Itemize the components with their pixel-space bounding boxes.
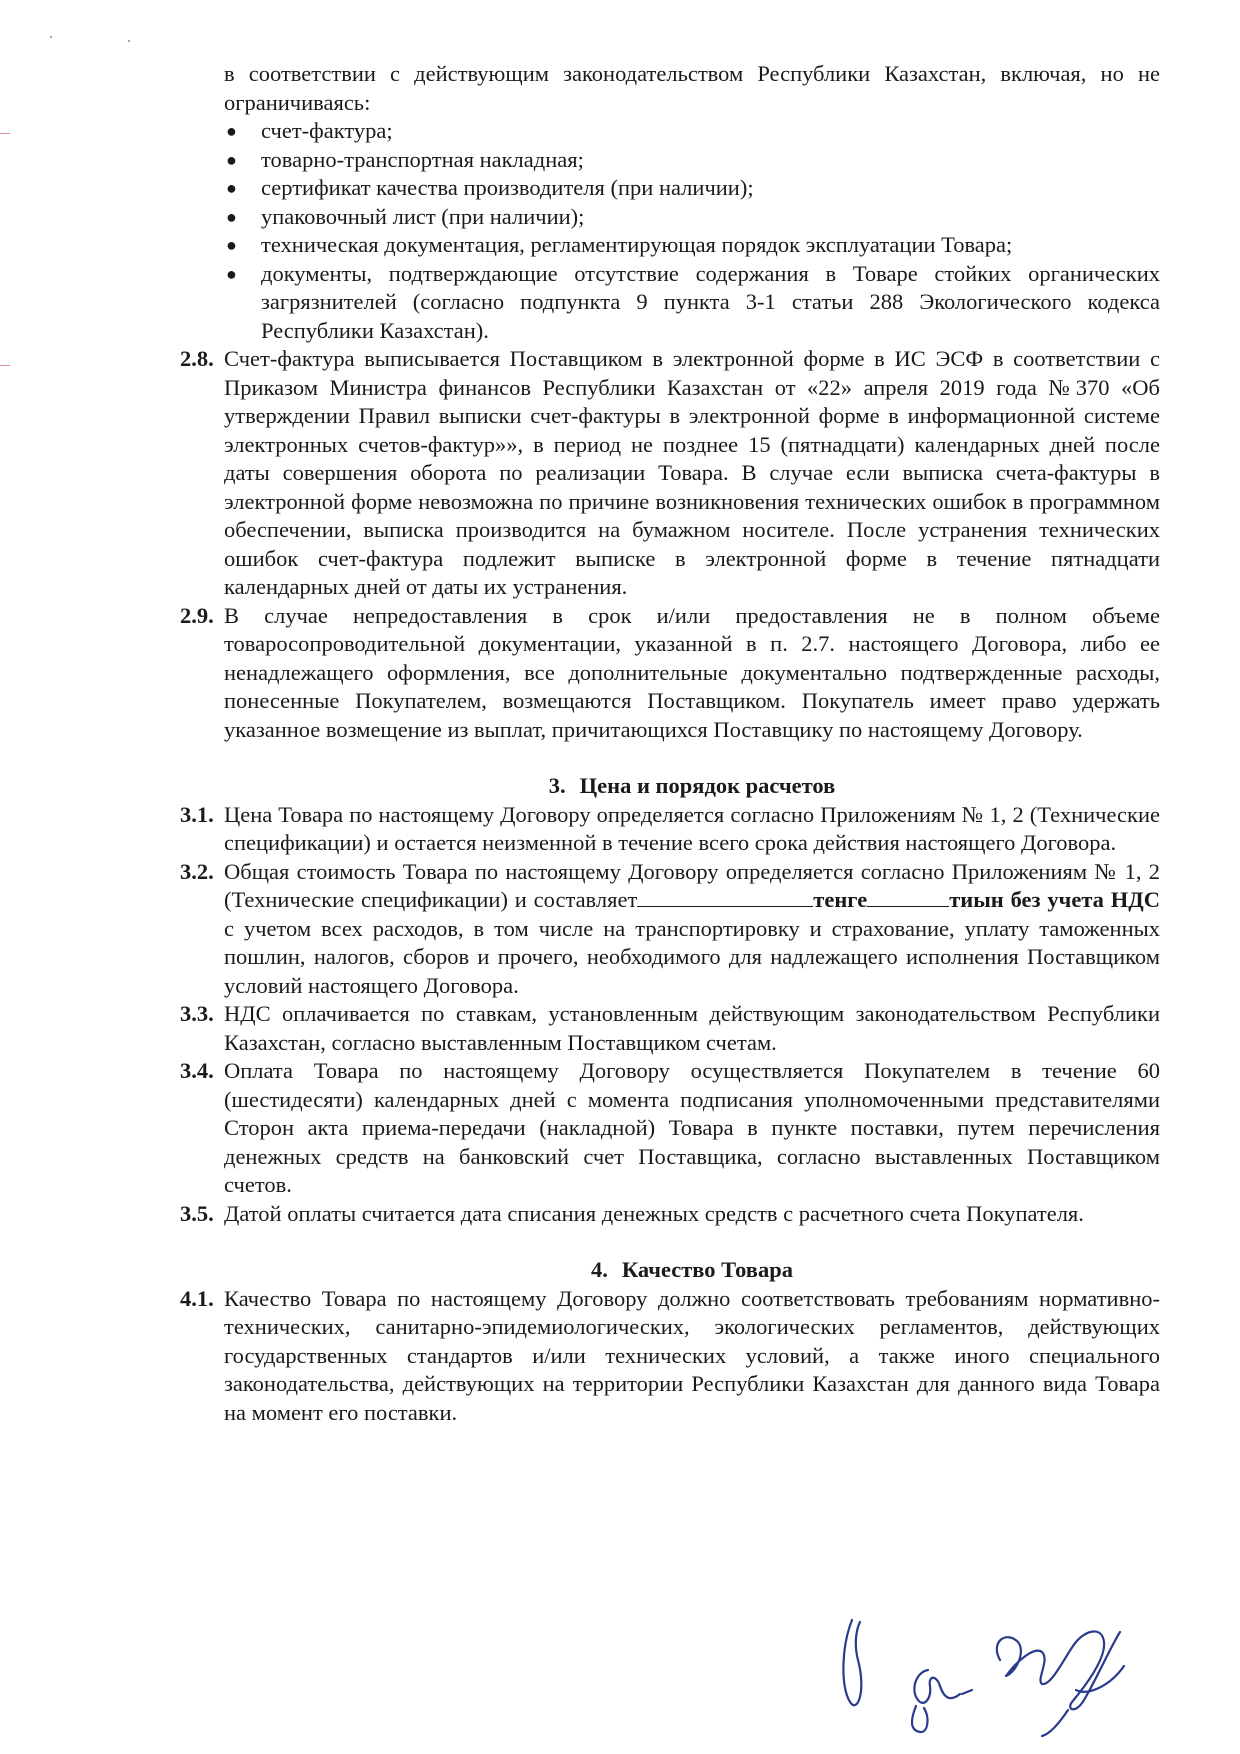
list-item (224, 260, 1160, 346)
list-item (224, 174, 1160, 203)
section-heading-3 (180, 772, 1160, 801)
clause-number: 3.2. (180, 858, 214, 884)
section-heading-4 (180, 1256, 1160, 1285)
clause-text: Датой оплаты считается дата списания денежных средств с расчетного счета Покупателя. (224, 1200, 1084, 1226)
amount-blank (637, 886, 813, 907)
section-number: 3. (548, 773, 566, 798)
bullet-icon: ● (226, 121, 237, 141)
list-item (224, 231, 1160, 260)
document-list (180, 117, 1160, 345)
signature-mark (997, 1631, 1120, 1709)
clause-4-1 (180, 1285, 1160, 1428)
clause-text: Счет-фактура выписывается Поставщиком в электронной форме в ИС ЭСФ в соответствии с Приказом Министра финансов Республики Казахстан от «22» апреля 2019 года №370 «Об утверждении Правил выписки счет-фактуры в электронной форме в информационной системе электронных счетов-фактур»», в период не позднее 15 (пятнадцати) календарных дней после даты совершения оборота по реализации Товара. В случае если выписка счета-фактуры в электронной форме невозможна по причине возникновения технических ошибок в программном обеспечении, выписка производится на бумажном носителе. После устранения технических ошибок счет-фактура подлежит выписке в электронной форме в течение пятнадцати календарных дней от даты их устранения. (224, 346, 1160, 599)
clause-3-4 (180, 1057, 1160, 1200)
list-item-text: документы, подтверждающие отсутствие содержания в Товаре стойких органических загрязнителей (согласно подпункта 9 пункта 3-1 статьи 288 Экологического кодекса Республики Казахстан). (261, 260, 1160, 343)
clause-text: Оплата Товара по настоящему Договору осуществляется Покупателем в течение 60 (шестидесяти) календарных дней с момента подписания уполномоченными представителями Сторон акта приема-передачи (накладной) Товара в пункте поставки, путем перечисления денежных средств на банковский счет Поставщика, согласно выставленных Поставщиком счетов. (224, 1058, 1160, 1197)
clause-text: В случае непредоставления в срок и/или предоставления не в полном объеме товаросопроводительной документации, указанной в п. 2.7. настоящего Договора, либо ее ненадлежащего оформления, все дополнительные документально подтвержденные расходы, понесенные Покупателем, возмещаются Поставщиком. Покупатель имеет право удержать указанное возмещение из выплат, причитающихся Поставщику по настоящему Договору. (224, 602, 1160, 742)
margin-mark (0, 365, 10, 366)
scan-speck (128, 40, 130, 42)
signature-mark (914, 1670, 960, 1703)
list-item-text: упаковочный лист (при наличии); (261, 203, 585, 229)
clause-text: Общая стоимость Товара по настоящему Договору определяется согласно Приложениям № 1, 2 (Технические спецификации) и составляет (224, 858, 1160, 912)
bullet-icon: ● (226, 149, 237, 170)
list-item (224, 146, 1160, 175)
signature-mark (912, 1706, 927, 1732)
list-item (224, 203, 1160, 232)
margin-mark (0, 133, 10, 134)
scan-speck (50, 36, 52, 38)
bullet-icon: ● (226, 235, 237, 255)
clause-text: НДС оплачивается по ставкам, установленным действующим законодательством Республики Казахстан, согласно выставленным Поставщиком счетам. (224, 1001, 1160, 1055)
clause-3-1 (180, 801, 1160, 858)
clause-text: Цена Товара по настоящему Договору определяется согласно Приложениям № 1, 2 (Технические спецификации) и остается неизменной в течение всего срока действия настоящего Договора. (224, 801, 1160, 855)
clause-number: 2.9. (180, 602, 214, 628)
clause-text: с учетом всех расходов, в том числе на транспортировку и страхование, уплату таможенных пошлин, налогов, сборов и прочего, необходимого для надлежащего исполнения Поставщиком условий настоящего Договора. (224, 915, 1160, 998)
clause-3-2 (180, 858, 1160, 1001)
clause-number: 3.4. (180, 1058, 214, 1083)
handwritten-signatures (820, 1590, 1160, 1740)
list-item (224, 117, 1160, 146)
section-title: Качество Товара (621, 1257, 793, 1282)
currency-tenge: тенге (813, 887, 868, 912)
clause-3-5 (180, 1200, 1160, 1229)
currency-tiyn: тиын без учета НДС (949, 887, 1161, 912)
bullet-icon: ● (226, 178, 237, 198)
signature-mark (843, 1620, 861, 1705)
clause-2-8 (180, 345, 1160, 602)
list-item-text: товарно-транспортная накладная; (261, 146, 584, 172)
document-body (180, 60, 1160, 1427)
signature-mark (1042, 1710, 1068, 1736)
clause-number: 3.3. (180, 1001, 214, 1026)
section-number: 4. (591, 1257, 608, 1282)
clause-text: Качество Товара по настоящему Договору должно соответствовать требованиям нормативно-технических, санитарно-эпидемиологических, экологических регламентов, действующих государственных стандартов и/или технических условий, а также иного специального законодательства, действующих на территории Республики Казахстан для данного вида Товара на момент его поставки. (224, 1285, 1160, 1425)
amount-blank (867, 886, 949, 907)
bullet-icon: ● (226, 263, 237, 284)
list-item-text: сертификат качества производителя (при наличии); (261, 175, 754, 200)
clause-number: 4.1. (180, 1285, 214, 1311)
intro-paragraph: в соответствии с действующим законодательством Республики Казахстан, включая, но не ограничиваясь: (224, 61, 1160, 115)
signature-mark (962, 1690, 972, 1694)
clause-number: 3.5. (180, 1200, 214, 1226)
section-title: Цена и порядок расчетов (579, 773, 836, 798)
clause-number: 2.8. (180, 346, 214, 371)
clause-3-3 (180, 1000, 1160, 1057)
bullet-icon: ● (226, 206, 237, 227)
clause-2-9 (180, 602, 1160, 745)
list-item-text: техническая документация, регламентирующая порядок эксплуатации Товара; (261, 232, 1013, 257)
clause-number: 3.1. (180, 801, 214, 827)
list-item-text: счет-фактура; (261, 118, 393, 143)
